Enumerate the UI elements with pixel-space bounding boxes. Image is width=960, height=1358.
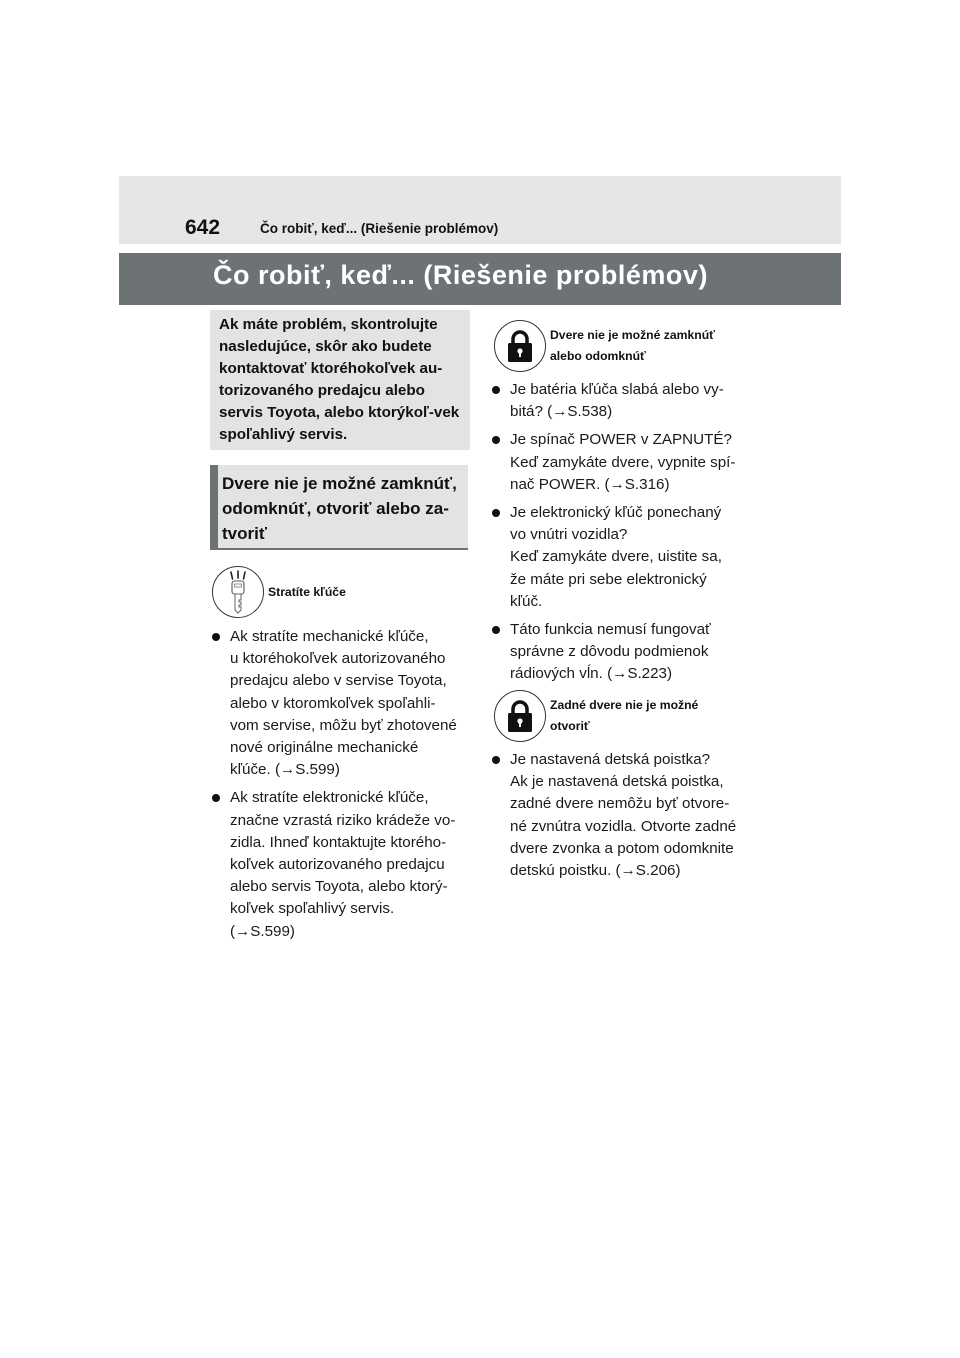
lock-icon	[494, 690, 546, 742]
section-title: Dvere nie je možné zamknúť, odomknúť, otvoriť alebo za-tvoriť	[222, 474, 457, 543]
list-item	[492, 502, 762, 613]
bullet-text: Ak stratíte elektronické kľúče, značne vzrastá riziko krádeže vo- zidla. Ihneď kontaktujte ktorého- koľvek autorizovaného predajcu alebo servis Toyota, alebo ktorý- koľvek spoľahlivý servis. (→S.599)	[230, 789, 456, 940]
bullet-dot	[212, 633, 220, 641]
bullet-dot	[492, 626, 500, 634]
lock-icon	[494, 320, 546, 372]
bullet-text: Je spínač POWER v ZAPNUTÉ? Keď zamykáte dvere, vypnite spí- nač POWER. (→S.316)	[510, 431, 736, 493]
bullet-text: Je elektronický kľúč ponechaný vo vnútri vozidla? Keď zamykáte dvere, uistite sa, že máte pri sebe elektronický kľúč.	[510, 504, 722, 610]
list-item	[212, 787, 474, 942]
page-number: 642	[185, 216, 221, 239]
list-item	[492, 429, 762, 496]
list-item	[492, 379, 762, 423]
bullet-text: Je batéria kľúča slabá alebo vy- bitá? (→S.538)	[510, 381, 724, 421]
subhead-cannot-lock	[494, 320, 715, 372]
list-item	[492, 619, 762, 686]
bullet-text: Ak stratíte mechanické kľúče, u ktoréhokoľvek autorizovaného predajcu alebo v servise Toyota, alebo v ktoromkoľvek spoľahli- vom servise, môžu byť zhotovené nové originálne mechanické kľúče. (→S.599)	[230, 628, 457, 779]
right-bullet-list-1	[492, 379, 762, 692]
subhead-label: Zadné dvere nie je možné otvoriť	[550, 698, 699, 733]
right-bullet-list-2	[492, 749, 762, 888]
bullet-dot	[492, 756, 500, 764]
subhead-label: Stratíte kľúče	[268, 584, 346, 599]
bullet-dot	[212, 794, 220, 802]
bullet-text: Táto funkcia nemusí fungovať správne z dôvodu podmienok rádiových vĺn. (→S.223)	[510, 621, 711, 683]
intro-text: Ak máte problém, skontrolujte nasledujúce, skôr ako budete kontaktovať ktoréhokoľvek au-torizovaného predajcu alebo servis Toyota, alebo ktorýkoľ-vek spoľahlivý servis.	[219, 316, 460, 443]
list-item	[492, 749, 762, 882]
left-bullet-list	[212, 626, 474, 949]
subhead-label: Dvere nie je možné zamknúť alebo odomknúť	[550, 328, 716, 363]
bullet-dot	[492, 509, 500, 517]
page-title: Čo robiť, keď... (Riešenie problémov)	[213, 260, 708, 290]
subhead-rear-door	[494, 690, 698, 742]
key-icon	[212, 566, 264, 618]
bullet-text: Je nastavená detská poistka? Ak je nastavená detská poistka, zadné dvere nemôžu byť otvore- né zvnútra vozidla. Otvorte zadné dvere zvonka a potom odomknite detskú poistku. (→S.206)	[510, 751, 737, 880]
running-title: Čo robiť, keď... (Riešenie problémov)	[260, 221, 499, 236]
bullet-dot	[492, 386, 500, 394]
subhead-lost-keys	[212, 566, 346, 618]
bullet-dot	[492, 436, 500, 444]
list-item	[212, 626, 474, 781]
